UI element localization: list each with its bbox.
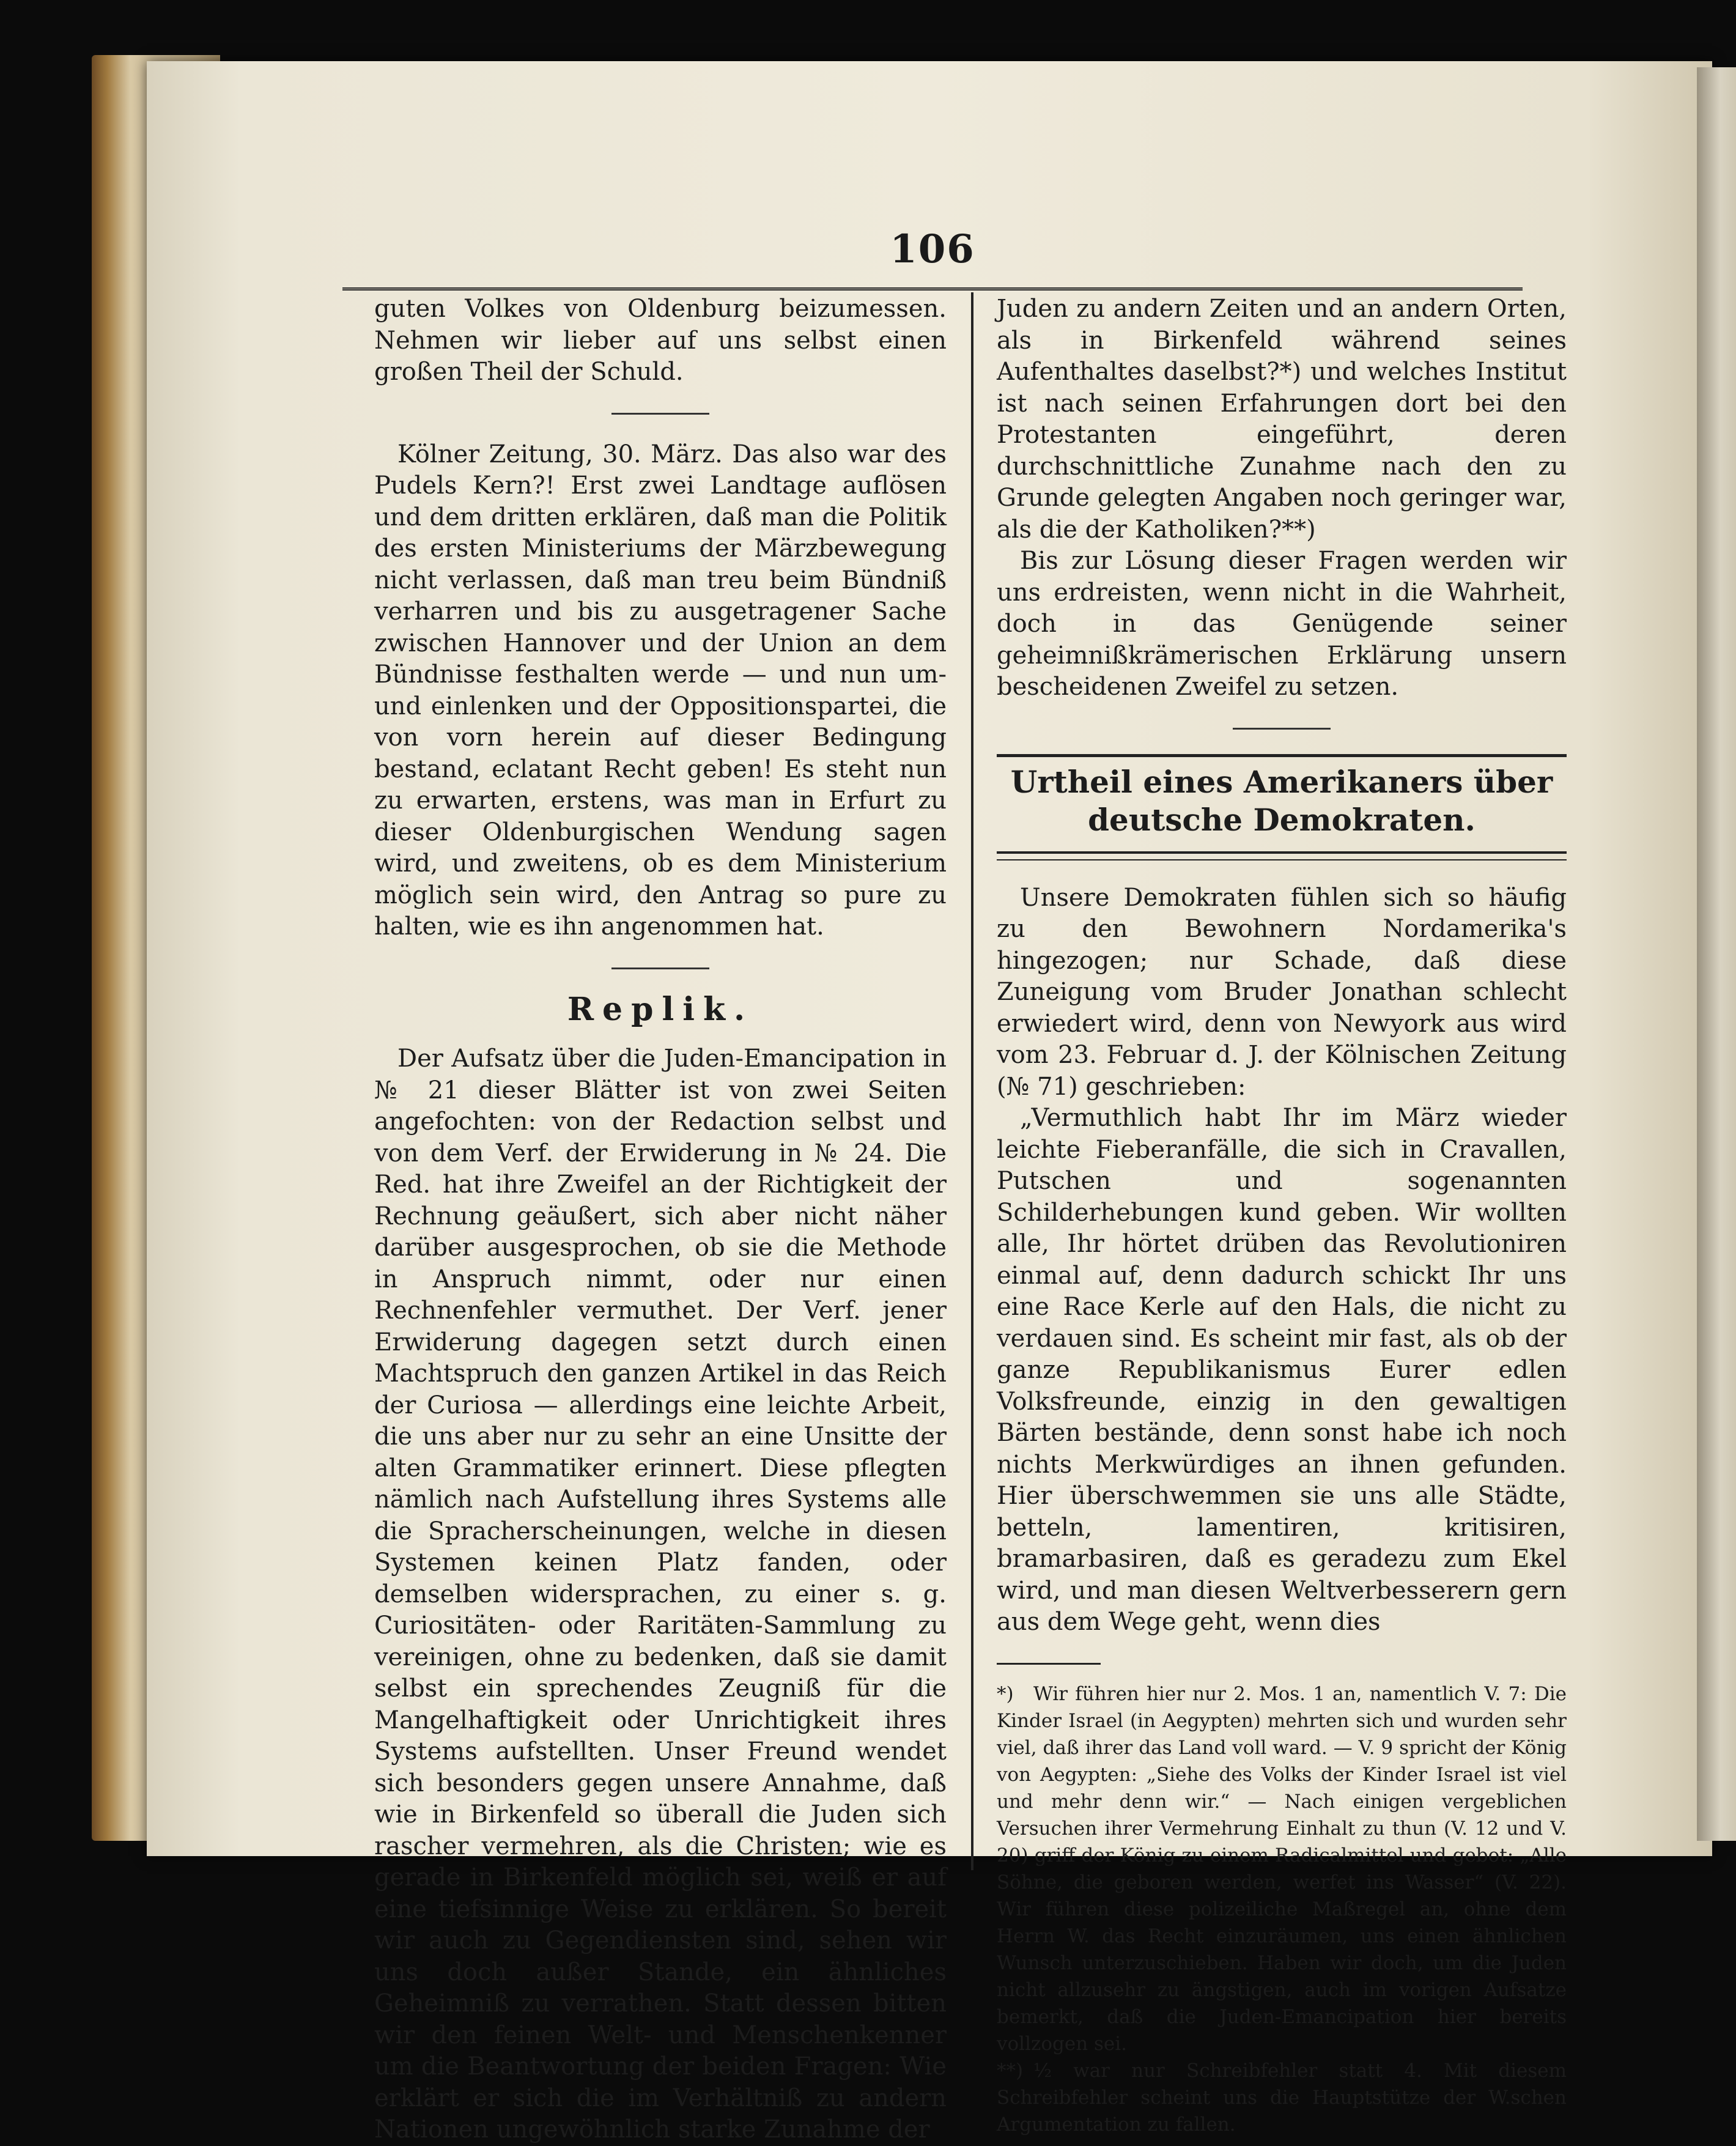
column-divider [971, 292, 973, 1870]
left-column [374, 294, 947, 2146]
continuation-paragraph: Juden zu andern Zeiten und an andern Orten, als in Birkenfeld während seines Aufenthaltes daselbst?*) und welches Institut ist nach seinen Erfahrungen dort bei den Protestanten eingeführt, deren durchschnittliche Zunahme nach den zu Grunde gelegten Angaben noch geringer war, als die der Katholiken?**) [997, 295, 1567, 544]
footnote-2-text: ½ war nur Schreibfehler statt 4. Mit diesem Schreibfehler scheint uns die Hauptstütze der W.schen Argumentation zu fallen. [997, 2059, 1567, 2136]
article-title: Urtheil eines Amerikaners über deutsche Demokraten. [1010, 763, 1553, 838]
section-separator [1233, 728, 1331, 730]
article-paragraph-1: Unsere Demokraten fühlen sich so häufig zu den Bewohnern Nordamerika's hingezogen; nur Schade, daß diese Zuneigung vom Bruder Jonathan schlecht erwiedert wird, denn von Newyork aus wird vom 23. Februar d. J. der Kölnischen Zeitung (№ 71) geschrieben: [997, 883, 1567, 1101]
right-column [997, 294, 1567, 2138]
intro-paragraph: guten Volkes von Oldenburg beizumessen. Nehmen wir lieber auf uns selbst einen großen Theil der Schuld. [374, 295, 947, 386]
footnote-1-mark: *) [997, 1682, 1014, 1705]
section-separator [611, 413, 709, 415]
page-number: 106 [890, 226, 975, 272]
footnote-2 [997, 2057, 1567, 2138]
facing-page-edge [1697, 67, 1736, 1841]
koelner-paragraph: Kölner Zeitung, 30. März. Das also war des Pudels Kern?! Erst zwei Landtage auflösen und dem dritten erklären, daß man die Politik des ersten Ministeriums der Märzbewegung nicht verlassen, daß man treu beim Bündniß verharren und bis zu ausgetragener Sache zwischen Hannover und der Union an dem Bündnisse festhalten werde — und nun um- und einlenken und der Oppositionspartei, die von vorn herein auf dieser Bedingung bestand, eclatant Recht geben! Es steht nun zu erwarten, erstens, was man in Erfurt zu dieser Oldenburgischen Wendung sagen wird, und zweitens, ob es dem Ministerium möglich sein wird, den Antrag so pure zu halten, wie es ihn angenommen hat. [374, 440, 947, 941]
article-rule-bottom [997, 851, 1567, 860]
article-rule-top [997, 754, 1567, 757]
footnotes [997, 1681, 1567, 2138]
replik-title: Replik. [567, 990, 754, 1028]
replik-body: Der Aufsatz über die Juden-Emancipation in № 21 dieser Blätter ist von zwei Seiten angefochten: von der Redaction selbst und von dem Verf. der Erwiderung in № 24. Die Red. hat ihre Zweifel an der Richtigkeit der Rechnung geäußert, sich aber nicht näher darüber ausgesprochen, ob sie die Methode in Anspruch nimmt, oder nur einen Rechnenfehler vermuthet. Der Verf. jener Erwiderung dagegen setzt durch einen Machtspruch den ganzen Artikel in das Reich der Curiosa — allerdings eine leichte Arbeit, die uns aber nur zu sehr an eine Unsitte der alten Grammatiker erinnert. Diese pflegten nämlich nach Aufstellung ihres Systems alle die Spracherscheinungen, welche in diesen Systemen keinen Platz fanden, oder demselben widersprachen, zu einer s. g. Curiositäten- oder Raritäten-Sammlung zu vereinigen, ohne zu bedenken, daß sie damit selbst ein sprechendes Zeugniß für die Mangelhaftigkeit oder Unrichtigkeit ihres Systems aufstellten. Unser Freund wendet sich besonders gegen unsere Annahme, daß wie in Birkenfeld so überall die Juden sich rascher vermehren, als die Christen; wie es gerade in Birkenfeld möglich sei, weiß er auf eine tiefsinnige Weise zu erklären. So bereit wir auch zu Gegendiensten sind, sehen wir uns doch außer Stande, ein ähnliches Geheimniß zu verrathen. Statt dessen bitten wir den feinen Welt- und Menschenkenner um die Beantwortung der beiden Fragen: Wie erklärt er sich die im Verhältniß zu andern Nationen ungewöhnlich starke Zunahme der [374, 1045, 947, 2144]
footnote-rule [997, 1663, 1101, 1665]
article-paragraph-2: „Vermuthlich habt Ihr im März wieder leichte Fieberanfälle, die sich in Cravallen, Putschen und sogenannten Schilderhebungen kund geben. Wir wollten alle, Ihr hörtet drüben das Revolutioniren einmal auf, denn dadurch schickt Ihr uns eine Race Kerle auf den Hals, die nicht zu verdauen sind. Es scheint mir fast, als ob der ganze Republikanismus Eurer edlen Volksfreunde, einzig in den gewaltigen Bärten bestände, denn sonst habe ich noch nichts Merkwürdiges an ihnen gefunden. Hier überschwemmen sie uns alle Städte, betteln, lamentiren, kritisiren, bramarbasiren, daß es geradezu zum Ekel wird, und man diesen Weltverbesserern gern aus dem Wege geht, wenn dies [997, 1104, 1567, 1636]
conclusion-paragraph: Bis zur Lösung dieser Fragen werden wir uns erdreisten, wenn nicht in die Wahrheit, doch in das Genügende seiner geheimnißkrämerischen Erklärung unsern bescheidenen Zweifel zu setzen. [997, 547, 1567, 701]
footnote-1-text: Wir führen hier nur 2. Mos. 1 an, namentlich V. 7: Die Kinder Israel (in Aegypten) mehrten sich und wurden sehr viel, daß ihrer das Land voll ward. — V. 9 spricht der König von Aegypten: „Siehe des Volks der Kinder Israel ist viel und mehr denn wir.“ — Nach einigen vergeblichen Versuchen ihrer Vermehrung Einhalt zu thun (V. 12 und V. 20) griff der König zu einem Radicalmittel und gebot: „Alle Söhne, die geboren werden, werfet ins Wasser“ (V. 22). Wir führen diese polizeiliche Maßregel an, ohne dem Herrn W. das Recht einzuräumen, uns einen ähnlichen Wunsch unterzuschieben. Haben wir doch, um die Juden nicht allzusehr zu ängstigen, auch im vorigen Aufsatze bemerkt, daß die Juden-Emancipation hier bereits vollzogen sei. [997, 1682, 1567, 2055]
footnote-1 [997, 1681, 1567, 2057]
page-header [342, 226, 1523, 290]
section-separator [611, 968, 709, 969]
footnote-2-mark: **) [997, 2059, 1024, 2082]
